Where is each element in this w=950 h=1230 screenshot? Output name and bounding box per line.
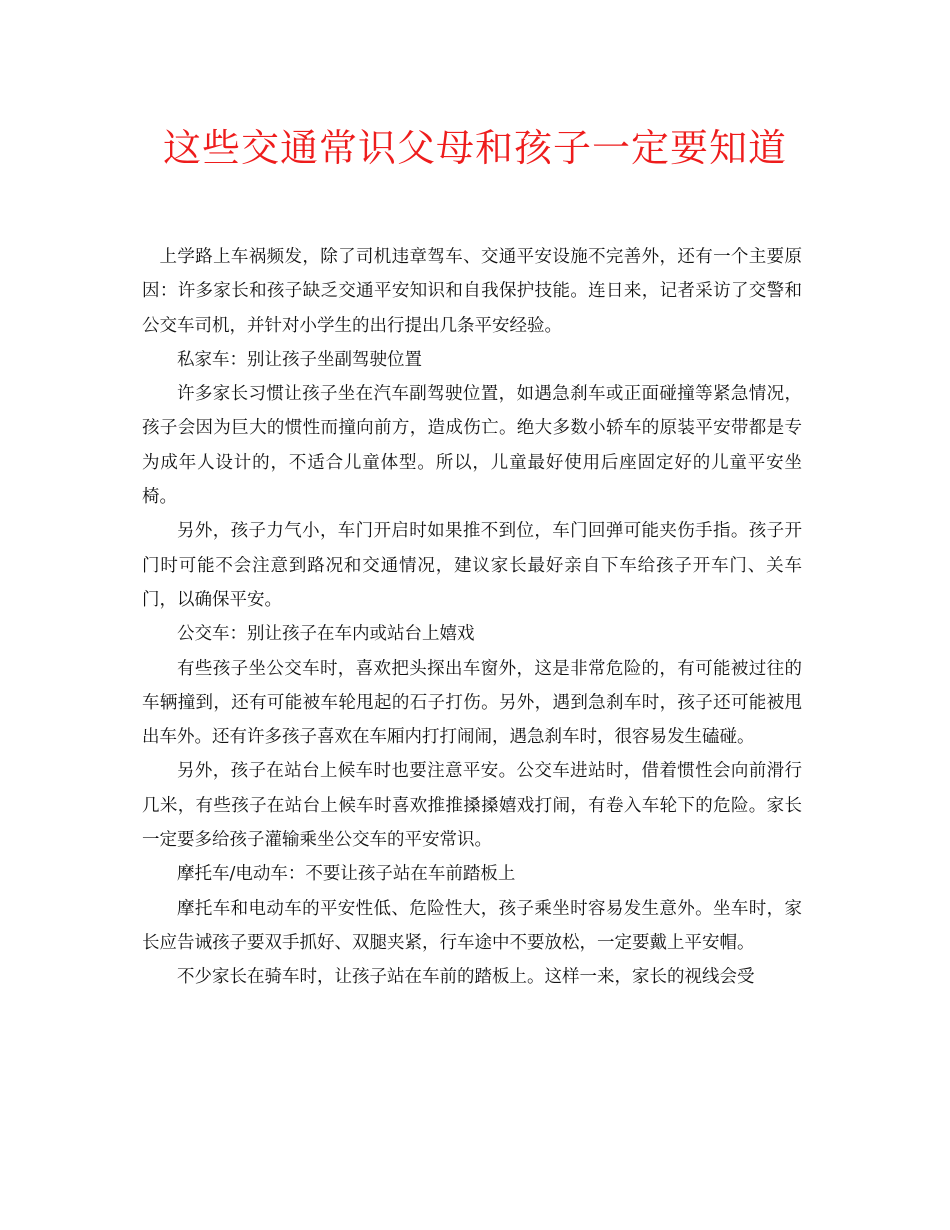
paragraph: 有些孩子坐公交车时，喜欢把头探出车窗外，这是非常危险的，有可能被过往的车辆撞到，还有可能被车轮甩起的石子打伤。另外，遇到急刹车时，孩子还可能被甩出车外。还有许多孩子喜欢在车厢内打打闹闹，遇急刹车时，很容易发生磕碰。 <box>142 658 802 748</box>
paragraph: 摩托车和电动车的平安性低、危险性大，孩子乘坐时容易发生意外。坐车时，家长应告诫孩子要双手抓好、双腿夹紧，行车途中不要放松，一定要戴上平安帽。 <box>142 898 802 953</box>
paragraph-intro: 上学路上车祸频发，除了司机违章驾车、交通平安设施不完善外，还有一个主要原因：许多家长和孩子缺乏交通平安知识和自我保护技能。连日来，记者采访了交警和公交车司机，并针对小学生的出行提出几条平安经验。 <box>142 247 802 336</box>
section-heading-motorcycle: 摩托车/电动车：不要让孩子站在车前踏板上 <box>177 864 516 885</box>
section-heading-private-car: 私家车：别让孩子坐副驾驶位置 <box>177 349 422 370</box>
paragraph: 另外，孩子力气小，车门开启时如果推不到位，车门回弹可能夹伤手指。孩子开门时可能不会注意到路况和交通情况，建议家长最好亲自下车给孩子开车门、关车门，以确保平安。 <box>142 521 802 610</box>
section-heading-bus: 公交车：别让孩子在车内或站台上嬉戏 <box>177 624 475 645</box>
paragraph: 另外，孩子在站台上候车时也要注意平安。公交车进站时，借着惯性会向前滑行几米，有些孩子在站台上候车时喜欢推推搡搡嬉戏打闹，有卷入车轮下的危险。家长一定要多给孩子灌输乘坐公交车的平安常识。 <box>142 761 802 851</box>
paragraph: 不少家长在骑车时，让孩子站在车前的踏板上。这样一来，家长的视线会受 <box>177 967 755 988</box>
article-body <box>142 240 802 995</box>
paragraph: 许多家长习惯让孩子坐在汽车副驾驶位置，如遇急刹车或正面碰撞等紧急情况，孩子会因为巨大的惯性而撞向前方，造成伤亡。绝大多数小轿车的原装平安带都是专为成年人设计的，不适合儿童体型。所以，儿童最好使用后座固定好的儿童平安坐椅。 <box>142 384 802 508</box>
document-title: 这些交通常识父母和孩子一定要知道 <box>162 126 787 170</box>
